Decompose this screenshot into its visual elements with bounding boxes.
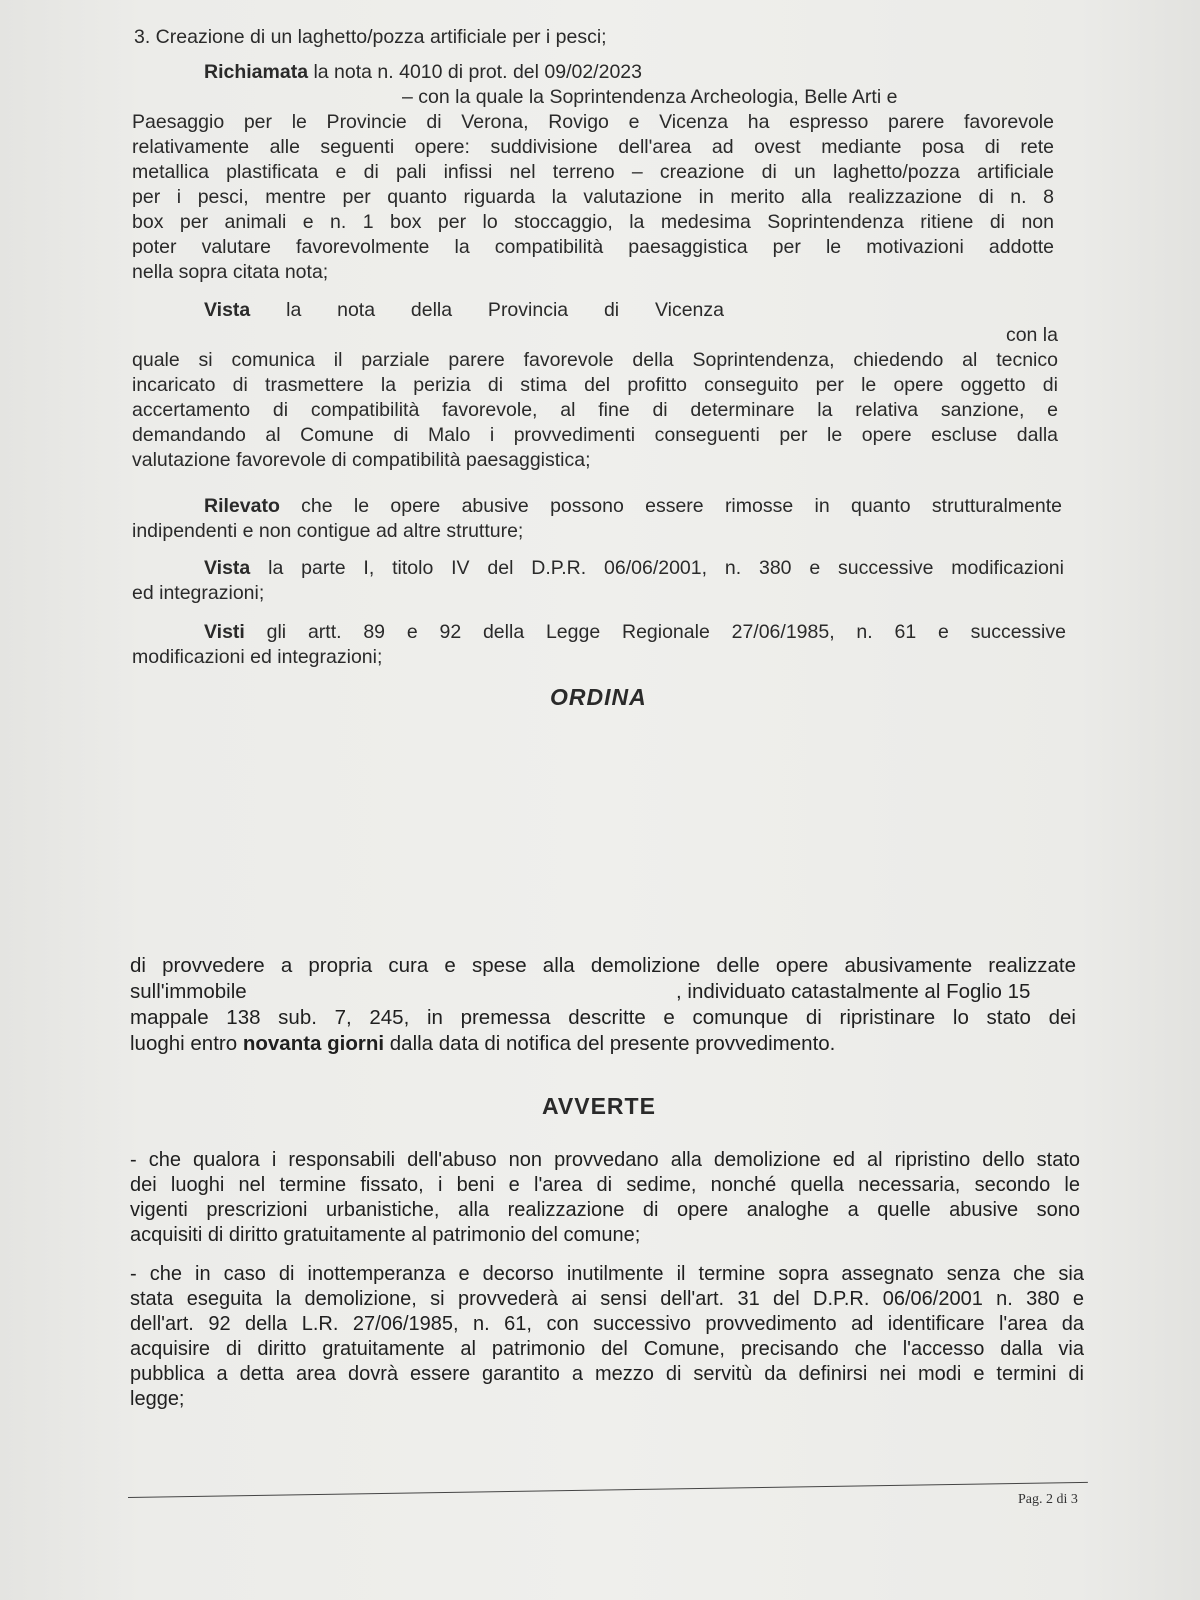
vista-dpr-keyword: Vista xyxy=(204,557,251,579)
paragraph-ordina xyxy=(130,953,1076,1057)
vista-provincia-line: demandando al Comune di Malo i provvedimenti conseguenti per le opere escluse dalla xyxy=(132,424,1058,446)
ordina-line: mappale 138 sub. 7, 245, in premessa descritte e comunque di ripristinare lo stato dei xyxy=(130,1006,1076,1029)
page-number: Pag. 2 di 3 xyxy=(1018,1492,1078,1507)
paragraph-visti xyxy=(132,620,1066,670)
heading-ordina: ORDINA xyxy=(550,684,647,710)
vista-keyword: Vista xyxy=(204,299,251,321)
richiamata-keyword: Richiamata xyxy=(204,61,309,83)
footer-divider xyxy=(128,1482,1088,1498)
vista-dpr-first-line xyxy=(132,556,1064,581)
vista-provincia-con-la: con la xyxy=(1005,324,1058,346)
richiamata-line: Paesaggio per le Provincie di Verona, Rovigo e Vicenza ha espresso parere favorevole xyxy=(132,111,1054,133)
richiamata-first-line xyxy=(132,60,1054,85)
paragraph-richiamata xyxy=(132,60,1054,285)
visti-text: gli artt. 89 e 92 della Legge Regionale 27/06/1985, n. 61 e successive xyxy=(244,621,1066,643)
vista-provincia-line: quale si comunica il parziale parere favorevole della Soprintendenza, chiedendo al tecnico xyxy=(132,349,1058,371)
avverte-item-1 xyxy=(130,1148,1080,1248)
vista-provincia-line: accertamento di compatibilità favorevole, al fine di determinare la relativa sanzione, e xyxy=(132,399,1058,421)
rilevato-keyword: Rilevato xyxy=(204,495,280,517)
rilevato-text: che le opere abusive possono essere rimosse in quanto strutturalmente xyxy=(279,495,1062,517)
vista-provincia-last-line: valutazione favorevole di compatibilità paesaggistica; xyxy=(132,449,591,471)
richiamata-ref: la nota n. 4010 di prot. del 09/02/2023 xyxy=(308,61,642,83)
avverte-2-line: - che in caso di inottemperanza e decorso inutilmente il termine sopra assegnato senza che sia xyxy=(130,1263,1084,1285)
richiamata-line: poter valutare favorevolmente la compatibilità paesaggistica per le motivazioni addotte xyxy=(132,236,1054,258)
paragraph-rilevato xyxy=(132,494,1062,544)
avverte-item-2 xyxy=(130,1262,1084,1412)
avverte-2-line: dell'art. 92 della L.R. 27/06/1985, n. 61, con successivo provvedimento ad identificare l'area da xyxy=(130,1313,1084,1335)
richiamata-second-line: – con la quale la Soprintendenza Archeologia, Belle Arti e xyxy=(402,86,898,108)
ordina-catasto: , individuato catastalmente al Foglio 15 xyxy=(676,980,1031,1003)
rilevato-last-line: indipendenti e non contigue ad altre strutture; xyxy=(132,520,524,542)
avverte-2-line: pubblica a detta area dovrà essere garantito a mezzo di servitù da definirsi nei modi e termini di xyxy=(130,1363,1084,1385)
richiamata-last-line: nella sopra citata nota; xyxy=(132,261,329,283)
paragraph-vista-provincia xyxy=(132,298,1058,473)
avverte-1-line: - che qualora i responsabili dell'abuso non provvedano alla demolizione ed al ripristino dello stato xyxy=(130,1149,1080,1171)
richiamata-line: metallica plastificata e di pali infissi nel terreno – creazione di un laghetto/pozza artificiale xyxy=(132,161,1054,183)
heading-avverte: AVVERTE xyxy=(542,1093,656,1119)
ordina-line: di provvedere a propria cura e spese alla demolizione delle opere abusivamente realizzate xyxy=(130,954,1076,977)
ordina-term-suffix: dalla data di notifica del presente provvedimento. xyxy=(384,1032,836,1055)
visti-first-line xyxy=(132,620,1066,645)
richiamata-line: per i pesci, mentre per quanto riguarda la valutazione in merito alla realizzazione di n. 8 xyxy=(132,186,1054,208)
richiamata-line: box per animali e n. 1 box per lo stoccaggio, la medesima Soprintendenza ritiene di non xyxy=(132,211,1054,233)
vista-provincia-first-line xyxy=(132,298,724,323)
avverte-2-line: stata eseguita la demolizione, si provvederà ai sensi dell'art. 31 del D.P.R. 06/06/2001 n. 380 e xyxy=(130,1288,1084,1310)
ordina-term-days: novanta giorni xyxy=(242,1032,385,1055)
avverte-1-line: vigenti prescrizioni urbanistiche, alla realizzazione di opere analoghe a quelle abusive sono xyxy=(130,1199,1080,1221)
vista-dpr-text: la parte I, titolo IV del D.P.R. 06/06/2001, n. 380 e successive modificazioni xyxy=(250,557,1064,579)
vista-provincia-line: incaricato di trasmettere la perizia di stima del profitto conseguito per le opere oggetto di xyxy=(132,374,1058,396)
avverte-1-last-line: acquisiti di diritto gratuitamente al patrimonio del comune; xyxy=(130,1224,641,1246)
ordina-immobile-label: sull'immobile xyxy=(130,980,247,1003)
ordina-line-4 xyxy=(130,1031,1076,1057)
visti-last-line: modificazioni ed integrazioni; xyxy=(132,646,383,668)
ordina-term-prefix: luoghi entro xyxy=(130,1032,243,1055)
item-3-text: 3. Creazione di un laghetto/pozza artificiale per i pesci; xyxy=(134,26,607,48)
rilevato-first-line xyxy=(132,494,1062,519)
vista-provincia-text: la nota della Provincia di Vicenza xyxy=(286,299,724,321)
avverte-1-line: dei luoghi nel termine fissato, i beni e l'area di sedime, nonché quella necessaria, secondo le xyxy=(130,1174,1080,1196)
richiamata-line: relativamente alle seguenti opere: suddivisione dell'area ad ovest mediante posa di rete xyxy=(132,136,1054,158)
list-item-3 xyxy=(134,25,607,50)
visti-keyword: Visti xyxy=(204,621,245,643)
vista-dpr-last-line: ed integrazioni; xyxy=(132,582,265,604)
paragraph-vista-dpr xyxy=(132,556,1064,606)
ordina-line-2 xyxy=(130,979,1076,1005)
avverte-2-line: acquisire di diritto gratuitamente al patrimonio del Comune, precisando che l'accesso dalla via xyxy=(130,1338,1084,1360)
avverte-2-last-line: legge; xyxy=(130,1388,185,1410)
